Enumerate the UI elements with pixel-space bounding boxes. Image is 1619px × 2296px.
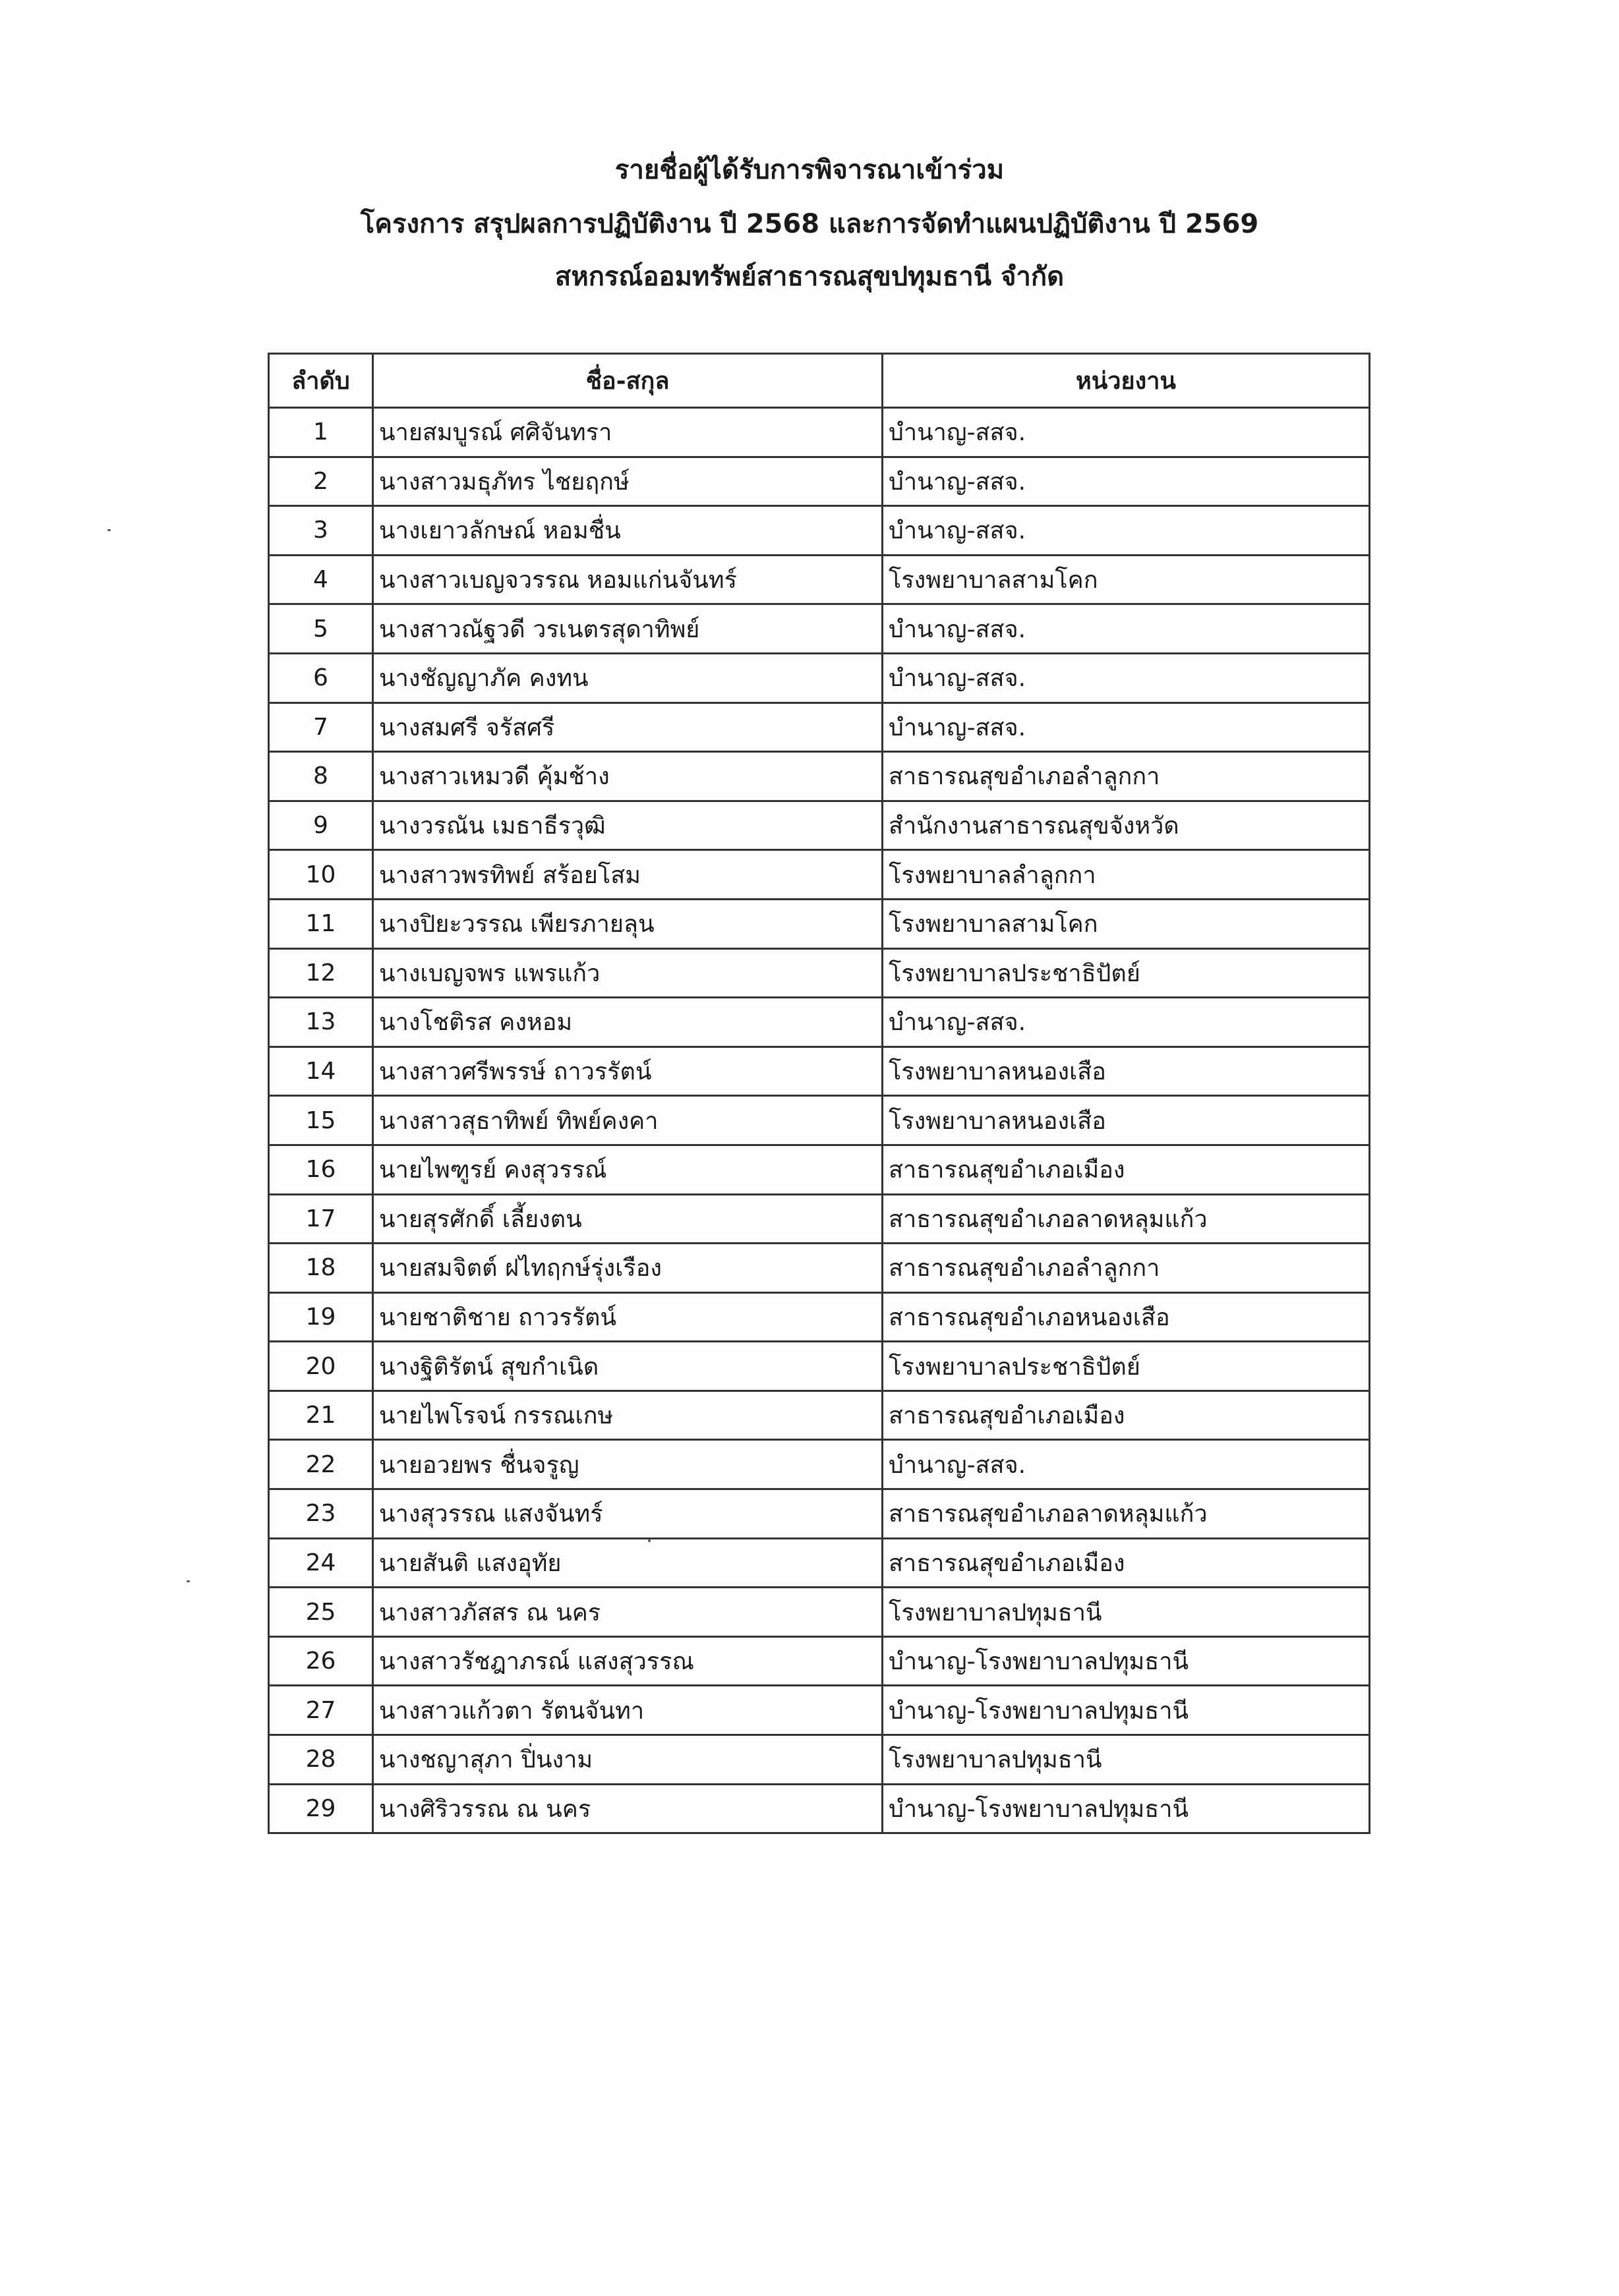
scan-speck [648,1539,651,1542]
row-order: 14 [269,1047,373,1096]
row-name: นางสาวแก้วตา รัตนจันทา [373,1686,883,1735]
row-unit: บำนาญ-โรงพยาบาลปทุมธานี [883,1636,1370,1686]
table-row [269,1194,1370,1244]
row-name: นายสมบูรณ์ ศศิจันทรา [373,408,883,457]
row-name: นางสาวมธุภัทร ไชยฤกษ์ [373,457,883,506]
row-order: 3 [269,506,373,556]
row-name: นายสันติ แสงอุทัย [373,1538,883,1588]
table-row [269,1047,1370,1096]
row-name: นางสุวรรณ แสงจันทร์ [373,1489,883,1539]
row-order: 11 [269,899,373,948]
table-row [269,1686,1370,1735]
table-row [269,1440,1370,1489]
table-row [269,506,1370,556]
header-order: ลำดับ [269,354,373,408]
table-row [269,1096,1370,1145]
table-row [269,1292,1370,1342]
document-title-line-1: รายชื่อผู้ได้รับการพิจารณาเข้าร่วม [614,155,1005,185]
header-name: ชื่อ-สกุล [373,354,883,408]
row-order: 25 [269,1588,373,1637]
row-name: นางวรณัน เมธาธีรวุฒิ [373,801,883,850]
scan-speck [107,529,111,531]
table-row [269,1342,1370,1391]
row-name: นางศิริวรรณ ณ นคร [373,1784,883,1833]
row-order: 10 [269,850,373,900]
row-unit: โรงพยาบาลปทุมธานี [883,1588,1370,1637]
row-name: นายสมจิตต์ ฝไทฤกษ์รุ่งเรือง [373,1244,883,1293]
row-unit: บำนาญ-สสจ. [883,1440,1370,1489]
row-order: 23 [269,1489,373,1539]
row-unit: สาธารณสุขอำเภอลาดหลุมแก้ว [883,1194,1370,1244]
row-order: 29 [269,1784,373,1833]
row-name: นางฐิติรัตน์ สุขกำเนิด [373,1342,883,1391]
row-unit: สาธารณสุขอำเภอเมือง [883,1145,1370,1194]
table-row [269,604,1370,654]
table-row [269,1489,1370,1539]
row-name: นางเยาวลักษณ์ หอมชื่น [373,506,883,556]
row-order: 5 [269,604,373,654]
row-name: นายไพฑูรย์ คงสุวรรณ์ [373,1145,883,1194]
row-name: นางโชติรส คงหอม [373,998,883,1047]
row-unit: โรงพยาบาลสามโคก [883,555,1370,604]
row-order: 17 [269,1194,373,1244]
row-order: 4 [269,555,373,604]
row-order: 12 [269,948,373,998]
row-name: นางชญาสุภา ปิ่นงาม [373,1735,883,1785]
table-row [269,653,1370,703]
row-name: นางปิยะวรรณ เพียรภายลุน [373,899,883,948]
table-row [269,1244,1370,1293]
row-unit: โรงพยาบาลประชาธิปัตย์ [883,948,1370,998]
table-row [269,998,1370,1047]
table-row [269,850,1370,900]
row-unit: สาธารณสุขอำเภอเมือง [883,1391,1370,1440]
table-row [269,408,1370,457]
row-order: 22 [269,1440,373,1489]
row-unit: สาธารณสุขอำเภอลาดหลุมแก้ว [883,1489,1370,1539]
row-name: นางสาวเบญจวรรณ หอมแก่นจันทร์ [373,555,883,604]
row-name: นางสมศรี จรัสศรี [373,703,883,752]
table-row [269,703,1370,752]
row-unit: บำนาญ-สสจ. [883,457,1370,506]
participant-table [268,353,1370,1834]
row-unit: บำนาญ-สสจ. [883,506,1370,556]
row-order: 19 [269,1292,373,1342]
table-row [269,1391,1370,1440]
row-name: นายชาติชาย ถาวรรัตน์ [373,1292,883,1342]
table-row [269,457,1370,506]
row-name: นายไพโรจน์ กรรณเกษ [373,1391,883,1440]
table-row [269,948,1370,998]
row-name: นางสาวศรีพรรษ์ ถาวรรัตน์ [373,1047,883,1096]
row-unit: สาธารณสุขอำเภอหนองเสือ [883,1292,1370,1342]
row-name: นายสุรศักดิ์ เลี้ยงตน [373,1194,883,1244]
row-unit: บำนาญ-สสจ. [883,604,1370,654]
row-unit: สาธารณสุขอำเภอเมือง [883,1538,1370,1588]
table-row [269,555,1370,604]
scan-speck [187,1580,190,1582]
row-name: นางสาวพรทิพย์ สร้อยโสม [373,850,883,900]
row-unit: บำนาญ-สสจ. [883,703,1370,752]
row-name: นางสาวเหมวดี คุ้มช้าง [373,752,883,801]
row-order: 26 [269,1636,373,1686]
table-row [269,752,1370,801]
row-order: 21 [269,1391,373,1440]
row-unit: โรงพยาบาลประชาธิปัตย์ [883,1342,1370,1391]
row-order: 8 [269,752,373,801]
row-name: นางสาวสุธาทิพย์ ทิพย์คงคา [373,1096,883,1145]
row-unit: โรงพยาบาลลำลูกกา [883,850,1370,900]
row-name: นางเบญจพร แพรแก้ว [373,948,883,998]
row-unit: โรงพยาบาลหนองเสือ [883,1096,1370,1145]
row-name: นายอวยพร ชื่นจรูญ [373,1440,883,1489]
table-row [269,1145,1370,1194]
row-order: 20 [269,1342,373,1391]
row-order: 16 [269,1145,373,1194]
row-unit: โรงพยาบาลสามโคก [883,899,1370,948]
row-unit: บำนาญ-โรงพยาบาลปทุมธานี [883,1784,1370,1833]
document-title-line-2: โครงการ สรุปผลการปฏิบัติงาน ปี 2568 และการจัดทำแผนปฏิบัติงาน ปี 2569 [360,209,1259,239]
row-unit: บำนาญ-สสจ. [883,653,1370,703]
row-unit: สาธารณสุขอำเภอลำลูกกา [883,1244,1370,1293]
row-unit: โรงพยาบาลปทุมธานี [883,1735,1370,1785]
row-order: 28 [269,1735,373,1785]
table-row [269,1784,1370,1833]
row-order: 9 [269,801,373,850]
row-order: 6 [269,653,373,703]
row-unit: โรงพยาบาลหนองเสือ [883,1047,1370,1096]
row-order: 1 [269,408,373,457]
document-title-line-3: สหกรณ์ออมทรัพย์สาธารณสุขปทุมธานี จำกัด [554,262,1065,292]
table-body [269,408,1370,1833]
row-unit: บำนาญ-โรงพยาบาลปทุมธานี [883,1686,1370,1735]
row-name: นางสาวณัฐวดี วรเนตรสุดาทิพย์ [373,604,883,654]
row-name: นางสาวรัชฎาภรณ์ แสงสุวรรณ [373,1636,883,1686]
row-order: 18 [269,1244,373,1293]
row-order: 27 [269,1686,373,1735]
table-row [269,801,1370,850]
row-unit: บำนาญ-สสจ. [883,408,1370,457]
row-order: 15 [269,1096,373,1145]
table-row [269,899,1370,948]
row-order: 13 [269,998,373,1047]
row-name: นางชัญญาภัค คงทน [373,653,883,703]
row-order: 2 [269,457,373,506]
row-name: นางสาวภัสสร ณ นคร [373,1588,883,1637]
row-order: 7 [269,703,373,752]
row-unit: สาธารณสุขอำเภอลำลูกกา [883,752,1370,801]
row-order: 24 [269,1538,373,1588]
header-unit: หน่วยงาน [883,354,1370,408]
row-unit: สำนักงานสาธารณสุขจังหวัด [883,801,1370,850]
table-row [269,1636,1370,1686]
table-row [269,1735,1370,1785]
table-row [269,1588,1370,1637]
row-unit: บำนาญ-สสจ. [883,998,1370,1047]
table-row [269,1538,1370,1588]
table-header-row [269,354,1370,408]
